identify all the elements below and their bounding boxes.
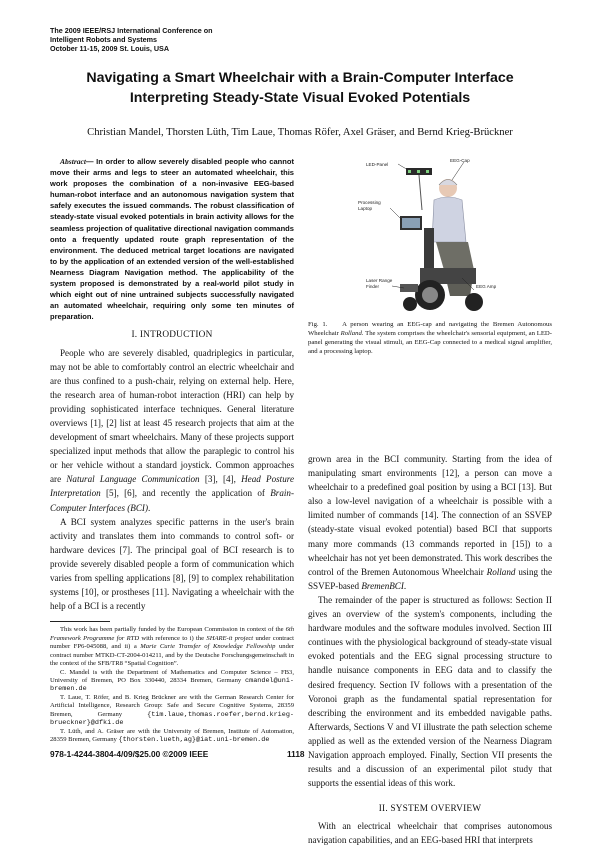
label-eeg-cap: EEG-Cap bbox=[450, 158, 470, 163]
caption-label: Fig. 1. bbox=[308, 321, 328, 328]
footnote-funding: This work has been partially funded by the European Commission in context of the 6th Framework Programme for RTD with reference to i) the SHARE-it project under contract number FP6-045088, and ii) a Marie Curie Transfer of Knowledge Fellowship under contract number MTKD-CT-2004-014211, and by the Deutsche Forschungsgemeinschaft in the context of the SFB/TR8 “Spatial Cognition”. bbox=[50, 626, 295, 668]
isbn-footer: 978-1-4244-3804-4/09/$25.00 ©2009 IEEE bbox=[50, 749, 209, 759]
conference-line-1: The 2009 IEEE/RSJ International Conference on bbox=[50, 26, 213, 35]
conference-header bbox=[50, 26, 300, 53]
footnote-mandel: C. Mandel is with the Department of Mathematics and Computer Science – FB3, University of Bremen, PO Box 330440, 28334 Bremen, Germany cmandel@uni-bremen.de bbox=[50, 668, 294, 694]
intro-paragraph-2: A BCI system analyzes specific patterns in the user's brain activity and translates them into commands to control soft- or hardware devices [7]. The principal goal of BCI research is to provide severely disabled people a form of communication which varies from spelling applications [8], [9] to complex rehabilitation systems [10], or prostheses [11]. Navigating a wheelchair with the help of a BCI is a recently bbox=[50, 516, 294, 612]
section-1-heading: I. INTRODUCTION bbox=[131, 330, 213, 341]
figure-1-caption: Fig. 1. A person wearing an EEG-cap and navigating the Bremen Autonomous Wheelchair Rolland. The system comprises the wheelchair's sensorial equipment, an LED-panel generating the visual stimuli, an EEG-Cap connected to a medical signal amplifier, and a processing laptop. bbox=[308, 321, 552, 355]
abstract-label: Abstract bbox=[60, 157, 86, 166]
label-led-panel: LED-Panel bbox=[366, 162, 389, 167]
section-2-heading: II. SYSTEM OVERVIEW bbox=[378, 804, 482, 815]
email-mandel[interactable]: cmandel@uni-bremen.de bbox=[50, 677, 294, 694]
right-paragraph-3: With an electrical wheelchair that comprises autonomous navigation capabilities, and an EEG-based HRI that interprets bbox=[308, 821, 552, 846]
email-lueth[interactable]: {thorsten.lueth,ag}@iat.uni-bremen.de bbox=[118, 736, 270, 745]
label-laser-range-finder: Laser Range Finder bbox=[366, 278, 393, 289]
conference-line-3: October 11-15, 2009 St. Louis, USA bbox=[50, 44, 170, 53]
author-list: Christian Mandel, Thorsten Lüth, Tim Laue, Thomas Röfer, Axel Gräser, and Bernd Krieg-Brückner bbox=[87, 127, 513, 138]
title-line-1: Navigating a Smart Wheelchair with a Brain-Computer Interface bbox=[86, 70, 514, 86]
right-paragraph-2: The remainder of the paper is structured as follows: Section II gives an overview of the system's components, including the hardware modules and the software modules involved. Section III continues with the physiological background of steady-state visual evoked potentials and the EEG signal processing structure to handle nuisance components in EEG data and to classify the desired frequency. Section IV follows with a presentation of the Voronoi graph as the fundamental spatial representation for describing the environment and its embedded navigable paths. Afterwards, Sections V and VI illustrate the path selection scheme applied as well as the extended version of the Nearness Diagram Navigation approach employed. Finally, Section VII presents the results and a discussion of an experimental pilot study that supports the essential ideas of this work. bbox=[308, 594, 552, 789]
right-paragraph-1: grown area in the BCI community. Starting from the idea of manipulating smart environments [12], a person can move a wheelchair to a predefined goal position by using a BCI [13]. But also a low-level navigation of a wheelchair is possible with a limited number of commands [14]. The connection of an SSVEP (steady-state visual evoked potential) based BCI that supports many more commands (13 commands reported in [15]) to a wheelchair has not yet been demonstrated. This work describes the control of the Bremen Autonomous Wheelchair Rolland using the SSVEP-based BremenBCI. bbox=[308, 454, 553, 591]
page-number: 1118 bbox=[287, 749, 305, 759]
footnote-divider bbox=[50, 621, 110, 622]
right-column bbox=[308, 452, 552, 848]
abstract-text: In order to allow severely disabled people who cannot move their arms and legs to steer an automated wheelchair, this work proposes the combination of a non-invasive EEG-based human-robot interface and an autonomous navigation system that safely executes the issued commands. The robust classification of steady-state visual evoked potentials in brain activity allows for the seamless projection of qualitative directional navigation commands onto a frequently updated route graph representation of the environment. The deduced metrical target locations are navigated to by the application of an extended version of the well-established Nearness Diagram Navigation method. The applicability of the system proposed is demonstrated by a real-world pilot study in which eight out of nine untrained subjects successfully navigated an automated wheelchair, requiring only some ten minutes of preparation. bbox=[50, 157, 294, 322]
left-column bbox=[50, 156, 294, 745]
conference-line-2: Intelligent Robots and Systems bbox=[50, 35, 158, 44]
paper-title bbox=[40, 68, 560, 108]
footnote-lueth: T. Lüth, and A. Gräser are with the University of Bremen, Institute of Automation, 28359 Bremen, Germany {thorsten.lueth,ag}@iat.uni-bremen.de bbox=[50, 727, 294, 745]
abstract bbox=[50, 156, 294, 322]
label-eeg-amp: EEG Amp bbox=[476, 284, 497, 289]
figure-1-photo bbox=[358, 150, 500, 320]
footnote-laue: T. Laue, T. Röfer, and B. Krieg Brückner are with the German Research Center for Artificial Intelligence, Research Group: Safe and Secure Cognitive Systems, 28359 Bremen, Germany {tim.laue,thomas.roefer,bernd.krieg-brueckner}@dfki.de bbox=[50, 693, 294, 728]
label-processing-laptop: Processing Laptop bbox=[358, 200, 381, 211]
email-laue[interactable]: {tim.laue,thomas.roefer,bernd.krieg-brueckner}@dfki.de bbox=[50, 710, 294, 728]
abstract-dash: — bbox=[86, 157, 94, 166]
intro-paragraph-1: People who are severely disabled, quadriplegics in particular, may not be able to comfortably control an electric wheelchair and are thus confined to a push-chair, relying on external help. Here, the research area of human-robot interaction (HRI) can help by providing sophisticated interface techniques. General literature overviews [1], [2] list at least 45 research projects that aim at the development of smart wheelchairs. Many of these projects support specialized input methods that allow the paraplegic to control his or her vehicle without a standard joystick. Common approaches are Natural Language Communication [3], [4], Head Posture Interpretation [5], [6], and recently the application of Brain-Computer Interfaces (BCI). bbox=[50, 347, 294, 513]
wheelchair-illustration bbox=[370, 150, 500, 320]
footnotes bbox=[50, 626, 294, 744]
title-line-2: Interpreting Steady-State Visual Evoked Potentials bbox=[129, 90, 471, 106]
